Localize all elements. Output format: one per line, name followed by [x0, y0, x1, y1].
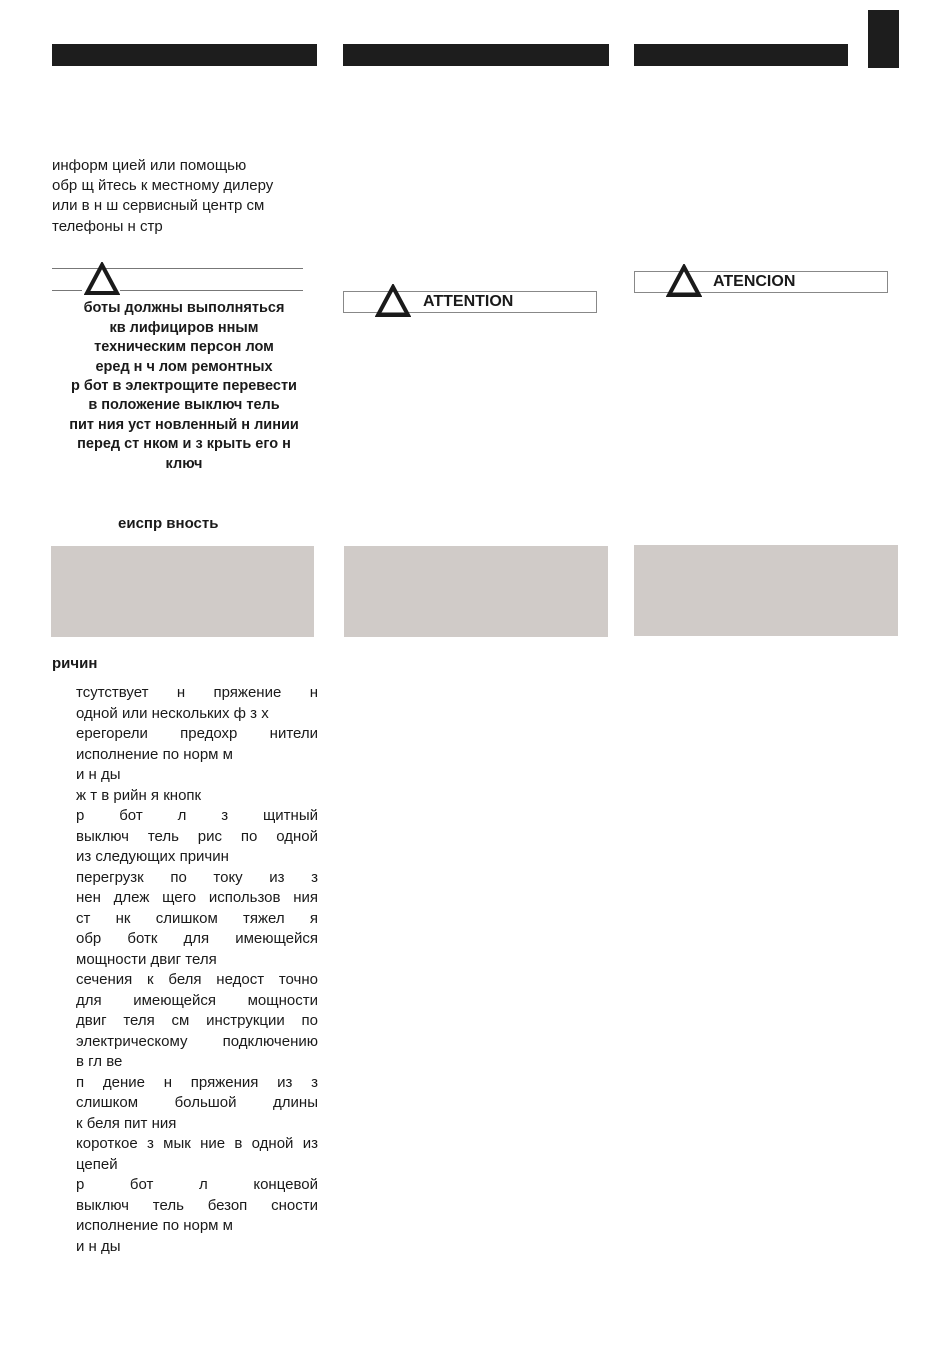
warning-line: еред н ч лом ремонтных: [95, 359, 273, 375]
warning-line: р бот в электрощите перевести: [71, 378, 297, 394]
warning-line: ключ: [165, 456, 203, 472]
cause-line: исполнение по норм м: [76, 1217, 233, 1234]
intro-line: телефоны н стр: [52, 218, 163, 235]
warning-line: техническим персон лом: [94, 339, 274, 355]
cause-line: и н ды: [76, 1237, 121, 1255]
cause-line: ерегорели предохр нители: [76, 725, 318, 742]
cause-line: р бот л з щитный: [76, 807, 318, 824]
cause-line: одной или нескольких ф з х: [76, 704, 269, 722]
cause-line: выключ тель рис по одной: [76, 827, 318, 845]
cause-line: электрическому подключению: [76, 1032, 318, 1050]
fault-heading: еиспр вность: [118, 515, 219, 532]
cause-line: тсутствует н пряжение н: [76, 684, 318, 701]
cause-line: мощности двиг теля: [76, 950, 217, 968]
warning-line: пит ния уст новленный н линии: [69, 417, 299, 433]
table-header-panel-col1: [51, 546, 314, 637]
warning-rule-left: [52, 290, 82, 291]
causes-list: [76, 683, 318, 1257]
intro-line: информ цией или помощью: [52, 157, 247, 174]
intro-line: обр щ йтесь к местному дилеру: [52, 177, 274, 194]
table-header-panel-col3: [634, 545, 898, 636]
warning-triangle-icon: [375, 284, 411, 318]
warning-line: боты должны выполняться: [83, 300, 285, 316]
cause-line: п дение н пряжения из з: [76, 1073, 318, 1091]
intro-line: или в н ш сервисный центр см: [52, 197, 265, 214]
warning-triangle-icon: [84, 262, 120, 296]
cause-line: сечения к беля недост точно: [76, 971, 318, 988]
cause-line: выключ тель безоп сности: [76, 1196, 318, 1214]
atencion-label: ATENCION: [713, 273, 796, 290]
language-tab-marker: [868, 10, 899, 68]
cause-line: в гл ве: [76, 1053, 123, 1070]
cause-line: и н ды: [76, 766, 121, 783]
cause-line: для имеющейся мощности: [76, 991, 318, 1009]
cause-line: слишком большой длины: [76, 1094, 318, 1111]
cause-line: обр ботк для имеющейся: [76, 930, 318, 947]
warning-line: кв лифициров нным: [109, 320, 259, 336]
cause-line: из следующих причин: [76, 848, 229, 865]
section-bar-col1: [52, 44, 317, 66]
cause-line: р бот л концевой: [76, 1176, 318, 1193]
cause-line: к беля пит ния: [76, 1114, 177, 1132]
cause-line: исполнение по норм м: [76, 745, 233, 763]
cause-line: цепей: [76, 1155, 118, 1173]
cause-line: нен длеж щего использов ния: [76, 889, 318, 906]
section-bar-col3: [634, 44, 848, 66]
warning-triangle-icon: [666, 264, 702, 298]
causes-heading: ричин: [52, 655, 98, 672]
warning-rule-right: [120, 290, 303, 291]
table-header-panel-col2: [344, 546, 608, 637]
cause-line: ж т в рийн я кнопк: [76, 786, 202, 804]
cause-line: перегрузк по току из з: [76, 868, 318, 886]
cause-line: ст нк слишком тяжел я: [76, 909, 318, 927]
cause-line: двиг теля см инструкции по: [76, 1012, 318, 1029]
section-bar-col2: [343, 44, 609, 66]
warning-line: в положение выключ тель: [88, 397, 280, 413]
warning-line: перед ст нком и з крыть его н: [77, 436, 291, 452]
cause-line: короткое з мык ние в одной из: [76, 1135, 318, 1152]
attention-label: ATTENTION: [423, 293, 514, 310]
